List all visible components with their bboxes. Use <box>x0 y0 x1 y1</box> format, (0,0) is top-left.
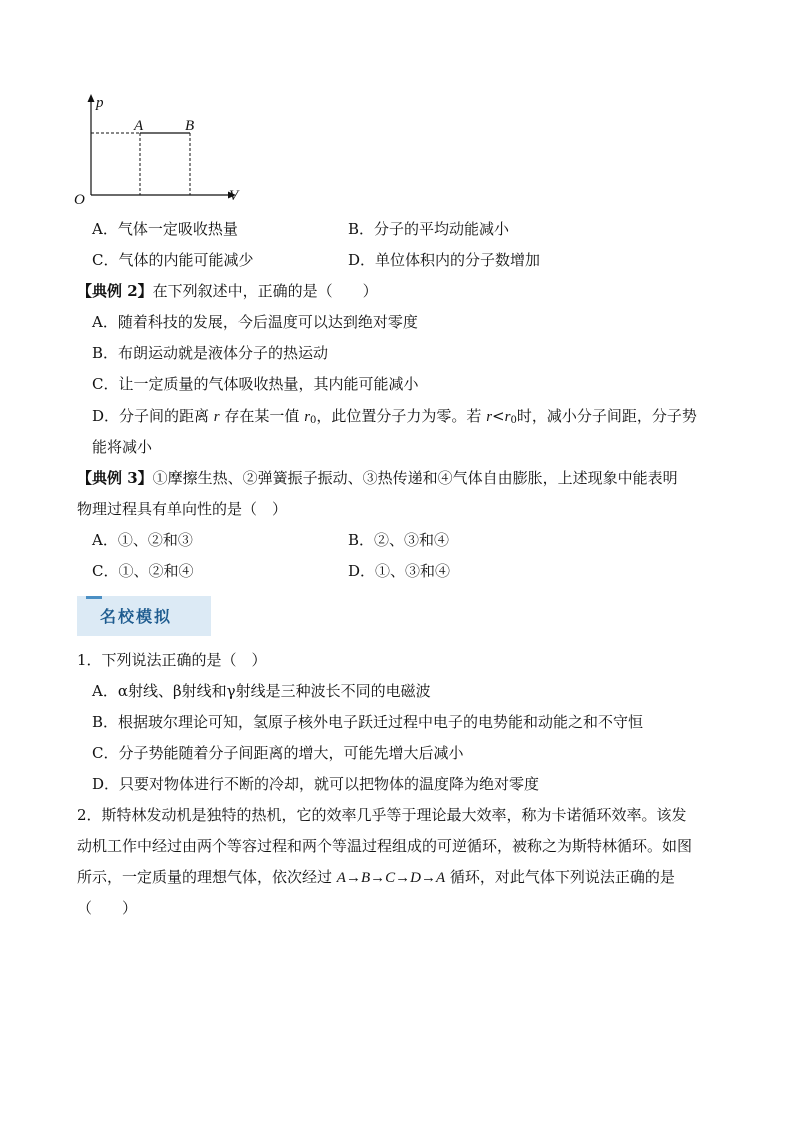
example-3-option-a: A．①、②和③ <box>92 531 193 549</box>
axis-label-v: V <box>229 188 239 204</box>
var-r: r <box>213 409 220 425</box>
axis-label-p: p <box>96 95 104 111</box>
prev-option-a: A．气体一定吸收热量 <box>92 220 238 238</box>
prev-option-c: C．气体的内能可能减少 <box>92 251 254 269</box>
option-d-text-2: 存在某一值 <box>219 407 305 425</box>
example-3-tag: 【典例 3】 <box>77 469 153 487</box>
question-2-line-1: 2．斯特林发动机是独特的热机，它的效率几乎等于理论最大效率，称为卡诺循环效率。该发 <box>77 806 687 824</box>
option-d-text-3: ，此位置分子力为零。若 <box>316 407 487 425</box>
example-3-option-c: C．①、②和④ <box>92 562 194 580</box>
section-title: 名校模拟 <box>100 607 173 626</box>
example-3-stem-cont: 物理过程具有单向性的是（ ） <box>77 500 288 518</box>
var-r0: r <box>304 409 311 425</box>
var-r0-sub: 0 <box>310 415 317 426</box>
point-a-label: A <box>134 118 144 134</box>
example-3-option-b: B．②、③和④ <box>348 531 450 549</box>
example-2-tag: 【典例 2】 <box>77 282 153 300</box>
example-2-option-c: C．让一定质量的气体吸收热量，其内能可能减小 <box>92 375 419 393</box>
y-axis-arrow <box>88 94 95 102</box>
q2-line3-text-1: 所示，一定质量的理想气体，依次经过 <box>77 868 337 886</box>
q2-line3-text-2: 循环，对此气体下列说法正确的是 <box>445 868 675 886</box>
example-3-stem <box>77 468 678 488</box>
question-2-line-3 <box>77 867 675 888</box>
origin-label: O <box>74 192 85 208</box>
question-2-answer-blank: （ ） <box>77 899 138 917</box>
q2-cycle: A→B→C→D→A <box>336 870 446 886</box>
question-1-stem: 1．下列说法正确的是（ ） <box>77 651 267 669</box>
example-3-option-d: D．①、③和④ <box>348 562 451 580</box>
example-2-option-d-cont: 能将减小 <box>92 438 153 456</box>
cond-lt: < <box>492 407 505 425</box>
option-d-text-1: D．分子间的距离 <box>92 407 214 425</box>
question-1-option-c: C．分子势能随着分子间距离的增大，可能先增大后减小 <box>92 744 464 762</box>
example-2-option-a: A．随着科技的发展，今后温度可以达到绝对零度 <box>92 313 418 331</box>
question-2-line-2: 动机工作中经过由两个等容过程和两个等温过程组成的可逆循环，被称之为斯特林循环。如图 <box>77 837 693 855</box>
prev-option-b: B．分子的平均动能减小 <box>348 220 510 238</box>
cond-r: r <box>486 409 493 425</box>
cond-r0: r <box>504 409 511 425</box>
example-2-stem <box>77 281 378 301</box>
example-2-option-b: B．布朗运动就是液体分子的热运动 <box>92 344 329 362</box>
question-1-option-d: D．只要对物体进行不断的冷却，就可以把物体的温度降为绝对零度 <box>92 775 540 793</box>
section-header-accent <box>86 596 102 599</box>
cond-r0-sub: 0 <box>510 415 517 426</box>
example-2-option-d <box>92 406 697 431</box>
pv-graph <box>60 88 260 208</box>
option-d-text-4: 时，减小分子间距，分子势 <box>516 407 697 425</box>
prev-option-d: D．单位体积内的分子数增加 <box>348 251 541 269</box>
question-1-option-a: A．α射线、β射线和γ射线是三种波长不同的电磁波 <box>92 682 431 700</box>
example-2-text: 在下列叙述中，正确的是（ ） <box>152 282 378 300</box>
question-1-option-b: B．根据玻尔理论可知，氢原子核外电子跃迁过程中电子的电势能和动能之和不守恒 <box>92 713 644 731</box>
point-b-label: B <box>185 118 195 134</box>
example-3-text: ①摩擦生热、②弹簧振子振动、③热传递和④气体自由膨胀，上述现象中能表明 <box>152 469 678 487</box>
